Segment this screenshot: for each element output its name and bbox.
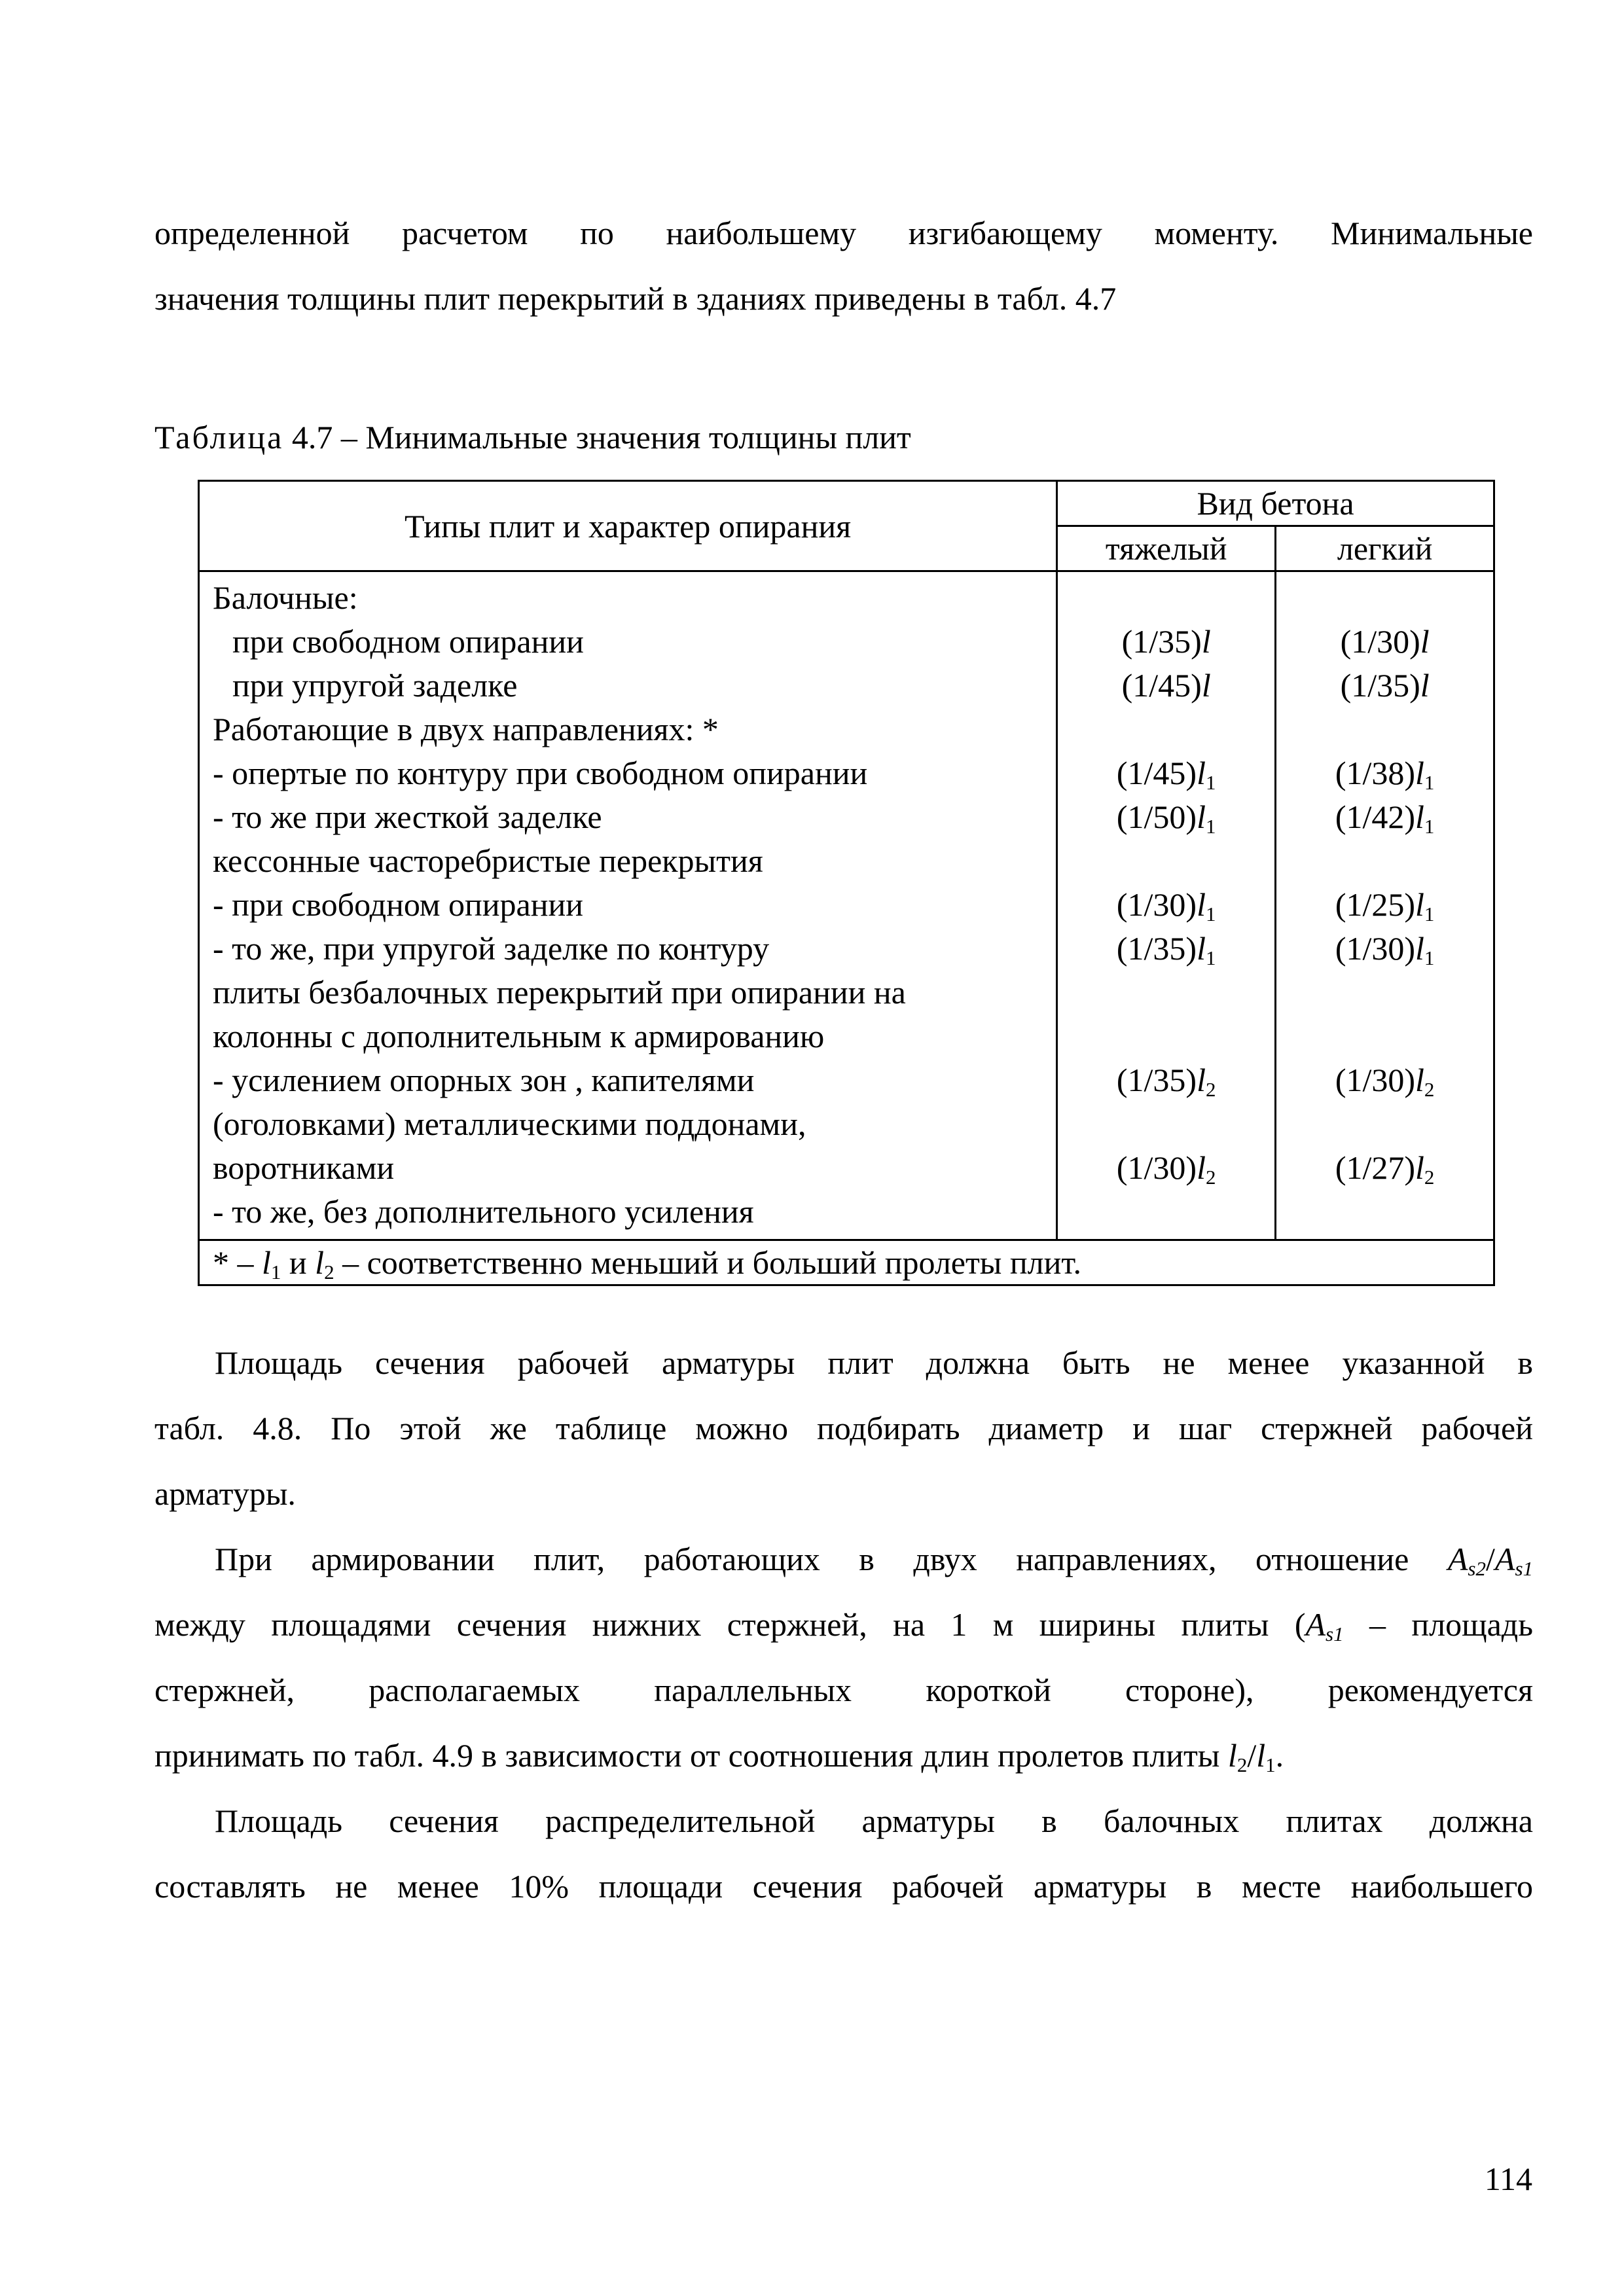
light-value xyxy=(1276,883,1493,927)
light-fraction: (1/25) xyxy=(1335,886,1416,923)
ratio-formula xyxy=(1447,1541,1534,1580)
heavy-value xyxy=(1058,1146,1274,1190)
light-value xyxy=(1276,1058,1493,1102)
light-span-symbol: l xyxy=(1415,798,1424,835)
area-paragraph xyxy=(154,1330,1533,1526)
header-types: Типы плит и характер опирания xyxy=(199,481,1057,571)
heavy-value xyxy=(1058,708,1274,751)
row-label: при упругой заделке xyxy=(232,667,518,704)
page-number: 114 xyxy=(1484,2161,1532,2197)
row-label: при свободном опирании xyxy=(232,623,584,660)
ratio-line-1-text: При армировании плит, работающих в двух направлениях, отношение xyxy=(215,1541,1409,1577)
header-heavy: тяжелый xyxy=(1057,526,1276,571)
as1-sub-2: s1 xyxy=(1326,1623,1344,1645)
light-span-symbol: l xyxy=(1415,1062,1424,1098)
header-concrete: Вид бетона xyxy=(1057,481,1494,526)
ratio-slash: / xyxy=(1485,1541,1495,1577)
as1-symbol-2: A xyxy=(1305,1606,1326,1643)
ratio-line-2 xyxy=(154,1592,1533,1657)
row-label: колонны с дополнительным к армированию xyxy=(213,1018,825,1054)
intro-paragraph xyxy=(154,200,1533,331)
ratio-line-4 xyxy=(154,1723,1533,1788)
heavy-value xyxy=(1058,576,1274,620)
light-span-symbol: l xyxy=(1415,886,1424,923)
footnote-l1: l xyxy=(262,1244,271,1281)
heavy-value xyxy=(1058,751,1274,795)
heavy-span-sub: 1 xyxy=(1205,771,1216,794)
row-label: - то же при жесткой заделке xyxy=(213,798,602,835)
heavy-fraction: (1/45) xyxy=(1121,667,1202,704)
row-label: (оголовками) металлическими поддонами, xyxy=(213,1105,806,1142)
footnote-star: * – xyxy=(213,1244,254,1281)
ratio-line-4-text: принимать по табл. 4.9 в зависимости от соотношения длин пролетов плиты xyxy=(154,1737,1220,1774)
l2-symbol: l xyxy=(1227,1737,1237,1774)
footnote-l2: l xyxy=(315,1244,325,1281)
heavy-fraction: (1/30) xyxy=(1116,886,1197,923)
heavy-span-symbol: l xyxy=(1197,1062,1206,1098)
light-span-sub: 1 xyxy=(1424,903,1435,925)
area-line-1: Площадь сечения рабочей арматуры плит должна быть не менее указанной в xyxy=(215,1344,1533,1381)
heavy-span-symbol: l xyxy=(1197,798,1206,835)
heavy-value xyxy=(1058,1058,1274,1102)
span-slash: / xyxy=(1247,1737,1257,1774)
footnote-l2-sub: 2 xyxy=(324,1261,334,1283)
light-span-symbol: l xyxy=(1415,755,1424,791)
distribution-line-2: составлять не менее 10% площади сечения рабочей арматуры в месте наибольшего xyxy=(154,1868,1533,1905)
row-label: - то же, при упругой заделке по контуру xyxy=(213,930,770,967)
ratio-paragraph xyxy=(154,1526,1533,1788)
light-span-sub: 2 xyxy=(1424,1078,1435,1101)
thickness-table xyxy=(198,480,1495,1286)
light-value xyxy=(1276,795,1493,839)
area-line-2: табл. 4.8. По этой же таблице можно подбирать диаметр и шаг стержней рабочей xyxy=(154,1410,1533,1446)
light-value xyxy=(1276,971,1493,1014)
row-label: воротниками xyxy=(213,1149,395,1186)
heavy-value xyxy=(1058,795,1274,839)
heavy-span-symbol: l xyxy=(1197,886,1206,923)
heavy-column xyxy=(1057,571,1276,1240)
as2-sub: s2 xyxy=(1468,1557,1486,1580)
heavy-value xyxy=(1058,971,1274,1014)
ratio-line-1 xyxy=(154,1526,1533,1592)
l1-sub: 1 xyxy=(1265,1753,1276,1776)
light-value xyxy=(1276,576,1493,620)
light-span-symbol: l xyxy=(1420,623,1430,660)
light-fraction: (1/30) xyxy=(1335,930,1416,967)
row-label: - опертые по контуру при свободном опирании xyxy=(213,755,868,791)
heavy-span-symbol: l xyxy=(1201,667,1211,704)
header-light: легкий xyxy=(1276,526,1494,571)
end-dot: . xyxy=(1275,1737,1284,1774)
row-label: плиты безбалочных перекрытий при опирании на xyxy=(213,974,906,1011)
heavy-value xyxy=(1058,664,1274,708)
table-footnote xyxy=(199,1240,1494,1285)
heavy-fraction: (1/35) xyxy=(1116,930,1197,967)
light-span-sub: 2 xyxy=(1424,1166,1435,1189)
light-span-sub: 1 xyxy=(1424,946,1435,969)
light-value xyxy=(1276,927,1493,971)
heavy-span-symbol: l xyxy=(1197,1149,1206,1186)
as1-sub: s1 xyxy=(1515,1557,1534,1580)
ratio-line-3: стержней, располагаемых параллельных короткой стороне), рекомендуется xyxy=(154,1672,1533,1708)
row-label: - при свободном опирании xyxy=(213,886,583,923)
heavy-span-symbol: l xyxy=(1201,623,1211,660)
light-value xyxy=(1276,708,1493,751)
intro-line-1: определенной расчетом по наибольшему изгибающему моменту. Минимальные xyxy=(154,215,1533,251)
row-label: Балочные: xyxy=(213,579,358,616)
heavy-span-sub: 1 xyxy=(1205,903,1216,925)
intro-line-2: значения толщины плит перекрытий в зданиях приведены в табл. 4.7 xyxy=(154,280,1117,317)
heavy-span-sub: 1 xyxy=(1205,815,1216,838)
footnote-l1-sub: 1 xyxy=(270,1261,281,1283)
as2-symbol: A xyxy=(1447,1541,1468,1577)
light-span-symbol: l xyxy=(1415,1149,1424,1186)
light-fraction: (1/35) xyxy=(1340,667,1420,704)
light-span-symbol: l xyxy=(1420,667,1430,704)
light-column xyxy=(1276,571,1494,1240)
heavy-fraction: (1/35) xyxy=(1121,623,1202,660)
l2-sub: 2 xyxy=(1236,1753,1248,1776)
heavy-span-symbol: l xyxy=(1197,930,1206,967)
heavy-span-sub: 1 xyxy=(1205,946,1216,969)
ratio-line-2-tail: – площадь xyxy=(1369,1606,1534,1643)
light-value xyxy=(1276,1190,1493,1234)
light-span-sub: 1 xyxy=(1424,771,1435,794)
light-fraction: (1/42) xyxy=(1335,798,1416,835)
heavy-value xyxy=(1058,1190,1274,1234)
heavy-value xyxy=(1058,1102,1274,1146)
light-fraction: (1/30) xyxy=(1335,1062,1416,1098)
light-value xyxy=(1276,751,1493,795)
table-caption-label: Таблица xyxy=(154,419,284,456)
light-value xyxy=(1276,1102,1493,1146)
light-value xyxy=(1276,664,1493,708)
light-fraction: (1/38) xyxy=(1335,755,1416,791)
table-caption-text: 4.7 – Минимальные значения толщины плит xyxy=(291,419,911,456)
heavy-value xyxy=(1058,883,1274,927)
footnote-text: – соответственно меньший и больший пролеты плит. xyxy=(342,1244,1081,1281)
light-value xyxy=(1276,620,1493,664)
light-fraction: (1/30) xyxy=(1340,623,1420,660)
footnote-and: и xyxy=(289,1244,307,1281)
heavy-value xyxy=(1058,927,1274,971)
row-label: - то же, без дополнительного усиления xyxy=(213,1193,754,1230)
heavy-value xyxy=(1058,620,1274,664)
heavy-fraction: (1/30) xyxy=(1116,1149,1197,1186)
l1-symbol: l xyxy=(1256,1737,1266,1774)
row-label: Работающие в двух направлениях: * xyxy=(213,711,719,747)
heavy-fraction: (1/35) xyxy=(1116,1062,1197,1098)
light-value xyxy=(1276,839,1493,883)
table-caption xyxy=(154,411,911,463)
light-value xyxy=(1276,1146,1493,1190)
heavy-fraction: (1/50) xyxy=(1116,798,1197,835)
as1-symbol: A xyxy=(1494,1541,1515,1577)
heavy-value xyxy=(1058,839,1274,883)
heavy-span-sub: 2 xyxy=(1205,1078,1216,1101)
light-span-sub: 1 xyxy=(1424,815,1435,838)
heavy-value xyxy=(1058,1014,1274,1058)
light-value xyxy=(1276,1014,1493,1058)
distribution-paragraph xyxy=(154,1788,1533,1919)
area-line-3: арматуры. xyxy=(154,1475,296,1512)
heavy-span-symbol: l xyxy=(1197,755,1206,791)
heavy-fraction: (1/45) xyxy=(1116,755,1197,791)
ratio-line-2-text: между площадями сечения нижних стержней, на 1 м ширины плиты ( xyxy=(154,1606,1306,1643)
light-span-symbol: l xyxy=(1415,930,1424,967)
light-fraction: (1/27) xyxy=(1335,1149,1416,1186)
row-label: - усилением опорных зон , капителями xyxy=(213,1062,755,1098)
heavy-span-sub: 2 xyxy=(1205,1166,1216,1189)
distribution-line-1: Площадь сечения распределительной арматуры в балочных плитах должна xyxy=(215,1803,1533,1839)
types-column xyxy=(199,571,1057,1240)
row-label: кессонные часторебристые перекрытия xyxy=(213,842,763,879)
